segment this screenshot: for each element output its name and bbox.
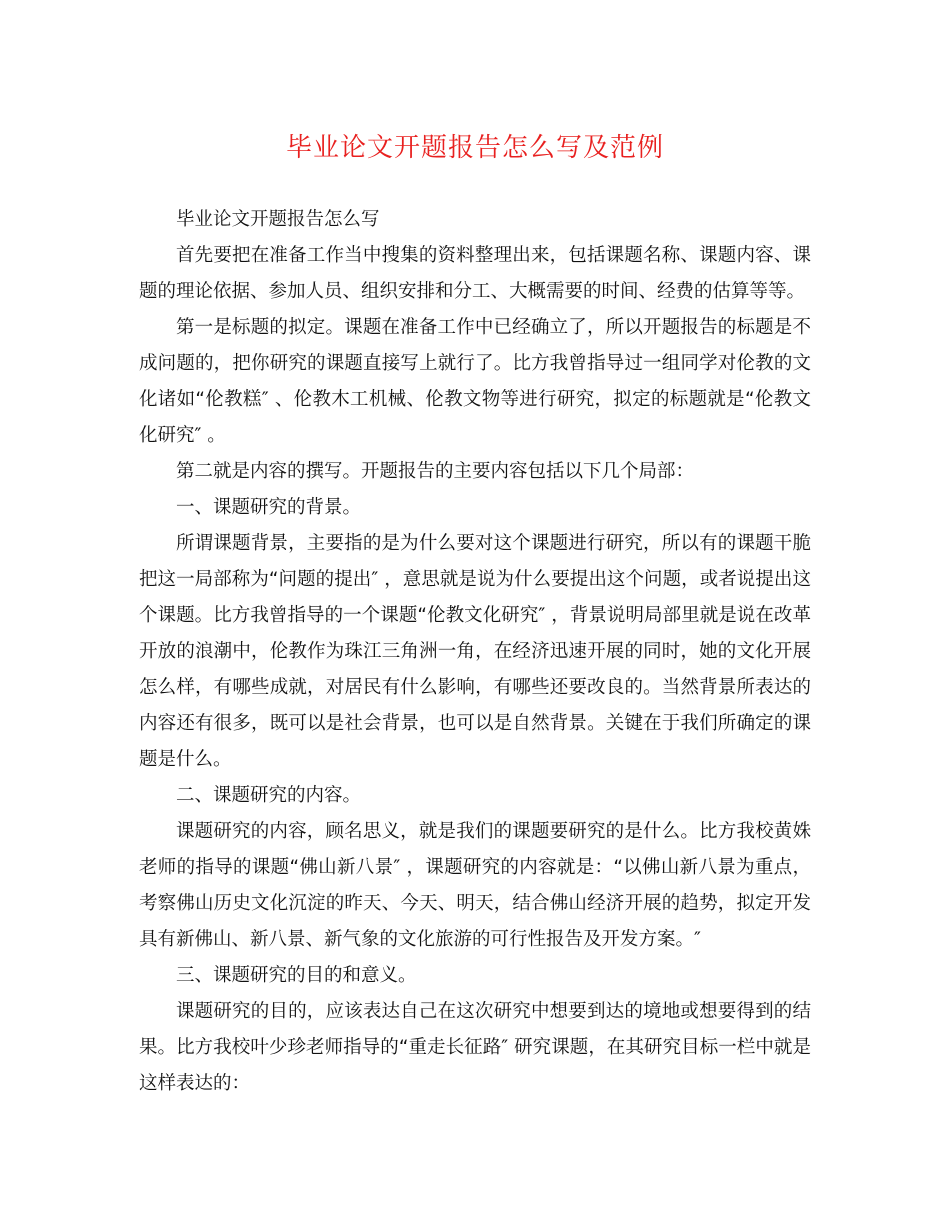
paragraph: 第二就是内容的撰写。开题报告的主要内容包括以下几个局部： — [176, 461, 695, 482]
paragraph: 第一是标题的拟定。课题在准备工作中已经确立了，所以开题报告的标题是不成问题的，把你研究的课题直接写上就行了。比方我曾指导过一组同学对伦教的文化诸如“伦教糕″ 、伦教木工机械、伦教文物等进行研究，拟定的标题就是“伦教文化研究″ 。 — [139, 317, 811, 446]
document-body — [139, 202, 811, 1102]
paragraph: 毕业论文开题报告怎么写 — [176, 209, 380, 230]
paragraph: 首先要把在准备工作当中搜集的资料整理出来，包括课题名称、课题内容、课题的理论依据、参加人员、组织安排和分工、大概需要的时间、经费的估算等等。 — [139, 245, 811, 302]
section-heading: 三、课题研究的目的和意义。 — [176, 965, 417, 986]
document-title: 毕业论文开题报告怎么写及范例 — [285, 133, 664, 163]
paragraph: 所谓课题背景，主要指的是为什么要对这个课题进行研究，所以有的课题干脆把这一局部称为“问题的提出″ ，意思就是说为什么要提出这个问题，或者说提出这个课题。比方我曾指导的一个课题“伦教文化研究″ ，背景说明局部里就是说在改革开放的浪潮中，伦教作为珠江三角洲一角，在经济迅速开展的同时，她的文化开展怎么样，有哪些成就，对居民有什么影响，有哪些还要改良的。当然背景所表达的内容还有很多，既可以是社会背景，也可以是自然背景。关键在于我们所确定的课题是什么。 — [139, 533, 811, 770]
paragraph: 课题研究的目的，应该表达自己在这次研究中想要到达的境地或想要得到的结果。比方我校叶少珍老师指导的“重走长征路″ 研究课题，在其研究目标一栏中就是这样表达的： — [139, 1001, 811, 1094]
section-heading: 一、课题研究的背景。 — [176, 497, 362, 518]
section-heading: 二、课题研究的内容。 — [176, 785, 362, 806]
paragraph: 课题研究的内容，顾名思义，就是我们的课题要研究的是什么。比方我校黄姝老师的指导的课题“佛山新八景″ ，课题研究的内容就是：“以佛山新八景为重点，考察佛山历史文化沉淀的昨天、今天、明天，结合佛山经济开展的趋势，拟定开发具有新佛山、新八景、新气象的文化旅游的可行性报告及开发方案。″ — [139, 821, 811, 950]
